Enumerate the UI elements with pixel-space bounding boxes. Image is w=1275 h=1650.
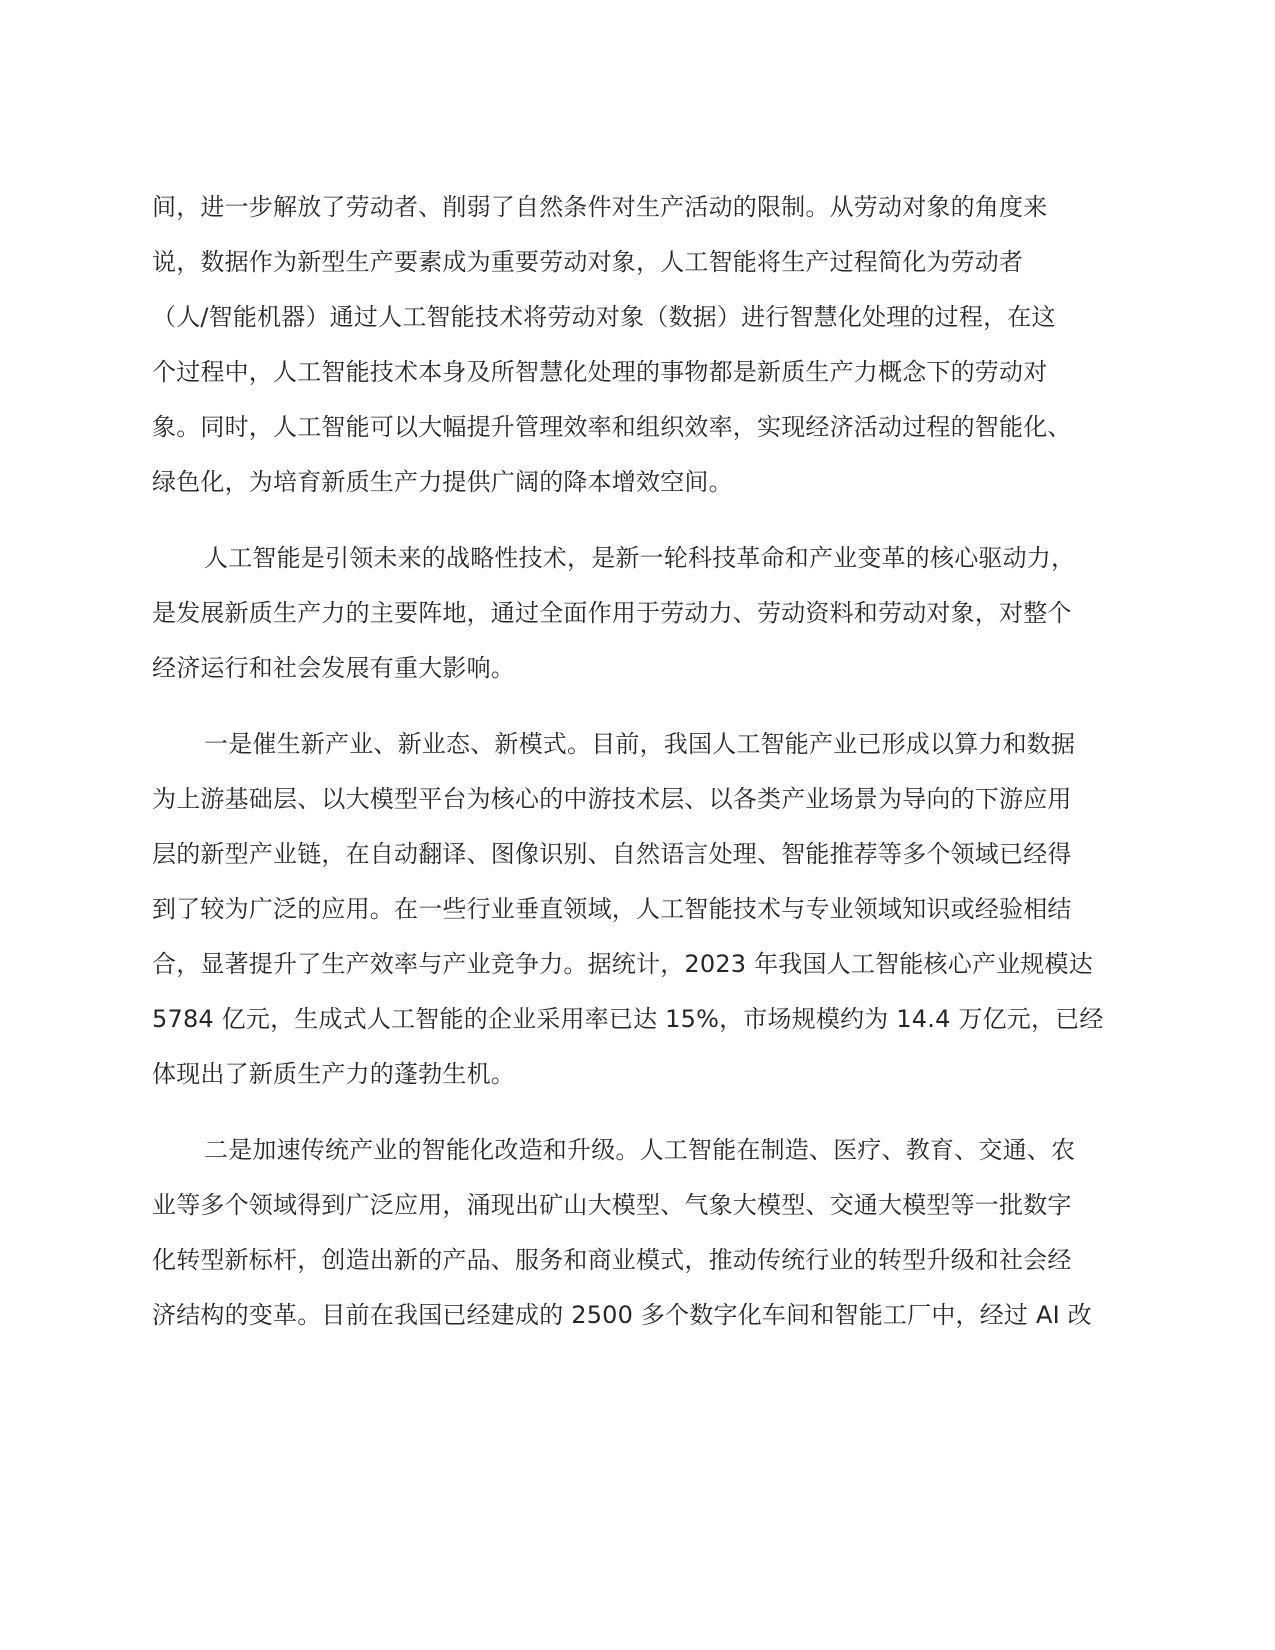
text-line: 为上游基础层、以大模型平台为核心的中游技术层、以各类产业场景为导向的下游应用 bbox=[152, 785, 1072, 813]
text-line: 业等多个领域得到广泛应用，涌现出矿山大模型、气象大模型、交通大模型等一批数字 bbox=[152, 1191, 1072, 1219]
text-line: 体现出了新质生产力的蓬勃生机。 bbox=[152, 1060, 515, 1088]
text-line: 人工智能是引领未来的战略性技术，是新一轮科技革命和产业变革的核心驱动力， bbox=[204, 544, 1076, 572]
text-line: 济结构的变革。目前在我国已经建成的 2500 多个数字化车间和智能工厂中，经过 AI 改 bbox=[152, 1301, 1092, 1329]
text-line: 绿色化，为培育新质生产力提供广阔的降本增效空间。 bbox=[152, 468, 733, 496]
text-line: 间，进一步解放了劳动者、削弱了自然条件对生产活动的限制。从劳动对象的角度来 bbox=[152, 193, 1048, 221]
text-line: 二是加速传统产业的智能化改造和升级。人工智能在制造、医疗、教育、交通、农 bbox=[204, 1136, 1076, 1164]
text-line: 到了较为广泛的应用。在一些行业垂直领域，人工智能技术与专业领域知识或经验相结 bbox=[152, 895, 1072, 923]
text-line: 5784 亿元，生成式人工智能的企业采用率已达 15%，市场规模约为 14.4 万亿元，已经 bbox=[152, 1005, 1104, 1033]
text-line: 层的新型产业链，在自动翻译、图像识别、自然语言处理、智能推荐等多个领域已经得 bbox=[152, 840, 1072, 868]
text-line: 个过程中，人工智能技术本身及所智慧化处理的事物都是新质生产力概念下的劳动对 bbox=[152, 358, 1048, 386]
text-line: 是发展新质生产力的主要阵地，通过全面作用于劳动力、劳动资料和劳动对象，对整个 bbox=[152, 599, 1072, 627]
text-line: 一是催生新产业、新业态、新模式。目前，我国人工智能产业已形成以算力和数据 bbox=[204, 730, 1076, 758]
text-line: 合，显著提升了生产效率与产业竞争力。据统计，2023 年我国人工智能核心产业规模达 bbox=[152, 950, 1093, 978]
text-line: 经济运行和社会发展有重大影响。 bbox=[152, 654, 515, 682]
text-line: （人/智能机器）通过人工智能技术将劳动对象（数据）进行智慧化处理的过程，在这 bbox=[152, 303, 1056, 331]
text-line: 说，数据作为新型生产要素成为重要劳动对象，人工智能将生产过程简化为劳动者 bbox=[152, 248, 1024, 276]
text-line: 象。同时，人工智能可以大幅提升管理效率和组织效率，实现经济活动过程的智能化、 bbox=[152, 413, 1072, 441]
text-line: 化转型新标杆，创造出新的产品、服务和商业模式，推动传统行业的转型升级和社会经 bbox=[152, 1246, 1072, 1274]
